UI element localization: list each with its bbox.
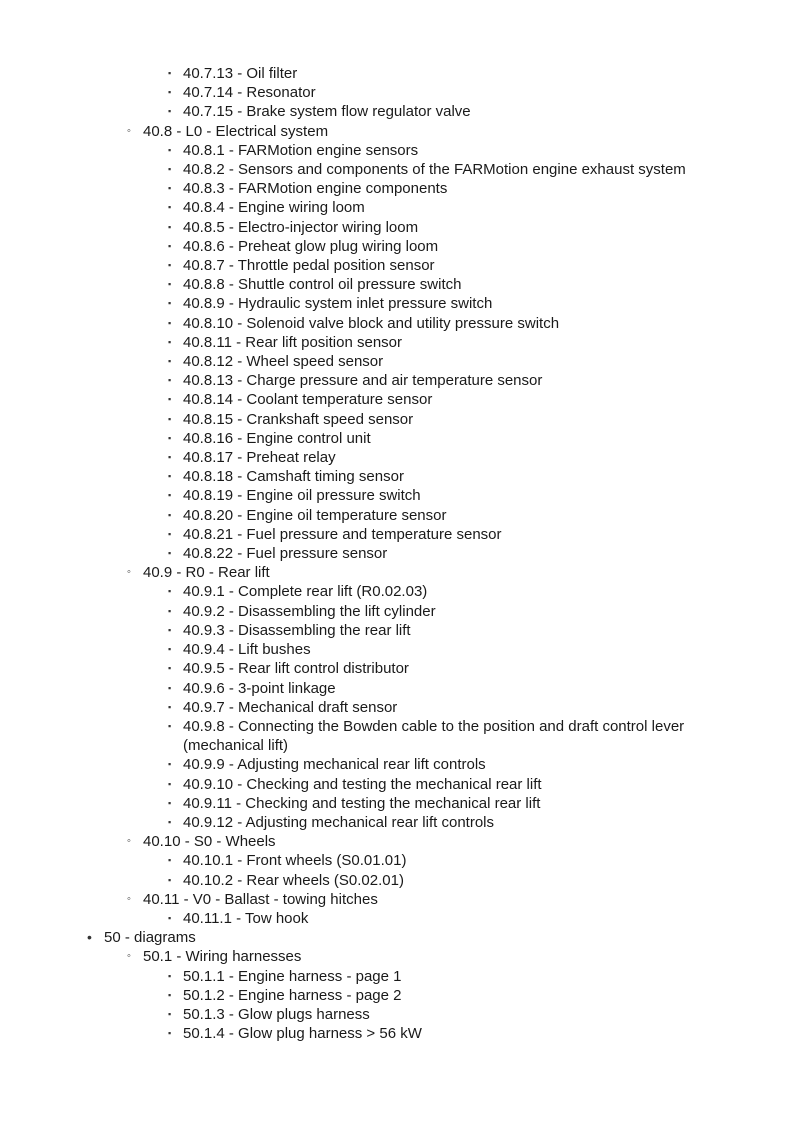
toc-entry[interactable] <box>0 506 723 525</box>
toc-entry[interactable] <box>0 525 723 544</box>
toc-entry[interactable] <box>0 967 723 986</box>
toc-section[interactable] <box>0 563 794 582</box>
bullet-icon: ▪ <box>168 240 172 251</box>
toc-entry-label: 40.9.3 - Disassembling the rear lift <box>183 621 411 639</box>
bullet-icon: ▪ <box>168 452 172 463</box>
toc-entry-label: 40.8.5 - Electro-injector wiring loom <box>183 218 419 236</box>
toc-entry[interactable] <box>0 775 723 794</box>
toc-entry-label: 40.9.12 - Adjusting mechanical rear lift controls <box>183 813 494 831</box>
bullet-icon: ▪ <box>168 432 172 443</box>
toc-entry-label: 50.1 - Wiring harnesses <box>143 948 302 966</box>
toc-entry[interactable] <box>0 1005 723 1024</box>
toc-entry-label: 40.11 - V0 - Ballast - towing hitches <box>143 890 378 908</box>
toc-entry[interactable] <box>0 871 723 890</box>
toc-entry-label: 40.8.14 - Coolant temperature sensor <box>183 391 433 409</box>
toc-entry[interactable] <box>0 909 723 928</box>
toc-entry-label: 40.8.12 - Wheel speed sensor <box>183 353 384 371</box>
bullet-icon: ▪ <box>168 663 172 674</box>
toc-entry-label: 40.8.2 - Sensors and components of the FARMotion engine exhaust system <box>183 161 686 179</box>
bullet-icon: ▪ <box>168 624 172 635</box>
bullet-icon: ▪ <box>168 260 172 271</box>
toc-entry[interactable] <box>0 83 723 102</box>
toc-entry-label: 40.10.2 - Rear wheels (S0.02.01) <box>183 871 404 889</box>
bullet-icon: ▪ <box>168 682 172 693</box>
bullet-icon: ▪ <box>168 548 172 559</box>
bullet-icon: ▪ <box>168 279 172 290</box>
toc-entry-label: 40.8.15 - Crankshaft speed sensor <box>183 410 414 428</box>
bullet-icon: ◦ <box>127 566 131 579</box>
toc-entry-label: 50 - diagrams <box>104 929 196 947</box>
toc-entry[interactable] <box>0 640 723 659</box>
toc-entry-label: 40.7.13 - Oil filter <box>183 65 298 82</box>
toc-entry-label: 40.9.4 - Lift bushes <box>183 641 311 659</box>
bullet-icon: ▪ <box>168 778 172 789</box>
bullet-icon: ▪ <box>168 720 172 731</box>
toc-entry[interactable] <box>0 486 723 505</box>
toc-entry[interactable] <box>0 179 723 198</box>
toc-entry-label: 40.9.5 - Rear lift control distributor <box>183 660 409 678</box>
toc-entry[interactable] <box>0 467 723 486</box>
bullet-icon: ▪ <box>168 202 172 213</box>
bullet-icon: ▪ <box>168 375 172 386</box>
bullet-icon: ▪ <box>168 394 172 405</box>
toc-entry[interactable] <box>0 717 723 755</box>
toc-entry[interactable] <box>0 275 723 294</box>
toc-entry-label: 40.8.8 - Shuttle control oil pressure switch <box>183 276 462 294</box>
toc-entry-label: 40.9.8 - Connecting the Bowden cable to the position and draft control lever (mechanical lift) <box>183 717 685 755</box>
toc-entry[interactable] <box>0 679 723 698</box>
toc-entry[interactable] <box>0 851 723 870</box>
toc-entry[interactable] <box>0 64 723 83</box>
toc-entry[interactable] <box>0 352 723 371</box>
toc-entry[interactable] <box>0 294 723 313</box>
toc-entry[interactable] <box>0 659 723 678</box>
toc-entry-label: 40.8.1 - FARMotion engine sensors <box>183 141 419 159</box>
toc-entry[interactable] <box>0 102 723 121</box>
bullet-icon: ▪ <box>168 490 172 501</box>
bullet-icon: ▪ <box>168 317 172 328</box>
toc-entry-label: 40.9.7 - Mechanical draft sensor <box>183 698 398 716</box>
bullet-icon: ▪ <box>168 183 172 194</box>
bullet-icon: ▪ <box>168 970 172 981</box>
bullet-icon: ▪ <box>168 356 172 367</box>
bullet-icon: ▪ <box>168 87 172 98</box>
toc-entry-label: 40.8.16 - Engine control unit <box>183 429 371 447</box>
table-of-contents <box>0 64 794 1043</box>
toc-entry-label: 40.8.19 - Engine oil pressure switch <box>183 487 421 505</box>
toc-entry[interactable] <box>0 410 723 429</box>
toc-entry-label: 40.9.10 - Checking and testing the mechanical rear lift <box>183 775 542 793</box>
bullet-icon: ▪ <box>168 413 172 424</box>
bullet-icon: ◦ <box>127 124 131 137</box>
toc-chapter[interactable] <box>0 928 794 947</box>
bullet-icon: ▪ <box>168 644 172 655</box>
toc-entry-label: 40.8.9 - Hydraulic system inlet pressure switch <box>183 295 493 313</box>
toc-section[interactable] <box>0 890 794 909</box>
toc-entry-label: 40.8.20 - Engine oil temperature sensor <box>183 506 447 524</box>
toc-entry[interactable] <box>0 256 723 275</box>
toc-entry[interactable] <box>0 390 723 409</box>
toc-entry[interactable] <box>0 237 723 256</box>
toc-entry-label: 40.8.6 - Preheat glow plug wiring loom <box>183 237 439 255</box>
toc-entry[interactable] <box>0 602 723 621</box>
toc-entry-label: 40.9.2 - Disassembling the lift cylinder <box>183 602 436 620</box>
bullet-icon: ◦ <box>127 950 131 963</box>
toc-section[interactable] <box>0 122 794 141</box>
toc-entry-label: 40.9.9 - Adjusting mechanical rear lift controls <box>183 756 486 774</box>
toc-entry-label: 40.11.1 - Tow hook <box>183 909 309 927</box>
toc-entry-label: 40.9 - R0 - Rear lift <box>143 564 270 582</box>
toc-entry[interactable] <box>0 448 723 467</box>
toc-entry[interactable] <box>0 371 723 390</box>
toc-entry[interactable] <box>0 621 723 640</box>
bullet-icon: ▪ <box>168 144 172 155</box>
toc-entry[interactable] <box>0 813 723 832</box>
toc-entry-label: 40.8.4 - Engine wiring loom <box>183 199 365 217</box>
toc-entry-label: 40.8.21 - Fuel pressure and temperature sensor <box>183 525 502 543</box>
toc-entry-label: 40.9.1 - Complete rear lift (R0.02.03) <box>183 583 428 601</box>
toc-entry-label: 40.8.13 - Charge pressure and air temperature sensor <box>183 372 543 390</box>
toc-entry-label: 50.1.2 - Engine harness - page 2 <box>183 986 402 1004</box>
toc-entry-label: 40.8.3 - FARMotion engine components <box>183 180 448 198</box>
toc-entry[interactable] <box>0 141 723 160</box>
bullet-icon: ▪ <box>168 221 172 232</box>
toc-entry[interactable] <box>0 582 723 601</box>
bullet-icon: ▪ <box>168 1028 172 1039</box>
toc-entry-label: 40.8.18 - Camshaft timing sensor <box>183 468 404 486</box>
toc-entry-label: 40.9.6 - 3-point linkage <box>183 679 336 697</box>
toc-entry-label: 40.8.22 - Fuel pressure sensor <box>183 545 388 563</box>
bullet-icon: ▪ <box>168 855 172 866</box>
toc-entry-label: 50.1.1 - Engine harness - page 1 <box>183 967 402 985</box>
bullet-icon: ▪ <box>168 912 172 923</box>
toc-entry-label: 40.8.11 - Rear lift position sensor <box>183 333 403 351</box>
toc-entry[interactable] <box>0 986 723 1005</box>
toc-entry[interactable] <box>0 698 723 717</box>
bullet-icon: ▪ <box>168 759 172 770</box>
toc-entry[interactable] <box>0 160 723 179</box>
bullet-icon: ▪ <box>168 336 172 347</box>
bullet-icon: ▪ <box>168 797 172 808</box>
bullet-icon: ▪ <box>168 874 172 885</box>
bullet-icon: • <box>87 929 92 946</box>
toc-entry-label: 40.8.10 - Solenoid valve block and utility pressure switch <box>183 314 560 332</box>
bullet-icon: ▪ <box>168 68 172 78</box>
bullet-icon: ▪ <box>168 509 172 520</box>
bullet-icon: ▪ <box>168 471 172 482</box>
bullet-icon: ◦ <box>127 835 131 848</box>
toc-entry[interactable] <box>0 333 723 352</box>
toc-entry[interactable] <box>0 314 723 333</box>
bullet-icon: ▪ <box>168 1008 172 1019</box>
bullet-icon: ▪ <box>168 586 172 597</box>
toc-entry-label: 40.8 - L0 - Electrical system <box>143 122 329 140</box>
toc-entry[interactable] <box>0 794 723 813</box>
bullet-icon: ◦ <box>127 892 131 905</box>
bullet-icon: ▪ <box>168 989 172 1000</box>
toc-entry-label: 50.1.3 - Glow plugs harness <box>183 1005 370 1023</box>
bullet-icon: ▪ <box>168 164 172 175</box>
bullet-icon: ▪ <box>168 106 172 117</box>
toc-section[interactable] <box>0 947 794 966</box>
toc-entry[interactable] <box>0 429 723 448</box>
toc-entry-label: 40.9.11 - Checking and testing the mechanical rear lift <box>183 794 541 812</box>
toc-entry[interactable] <box>0 544 723 563</box>
toc-entry-label: 40.7.15 - Brake system flow regulator valve <box>183 103 471 121</box>
bullet-icon: ▪ <box>168 605 172 616</box>
toc-entry-label: 40.8.17 - Preheat relay <box>183 449 336 467</box>
toc-entry-label: 40.10.1 - Front wheels (S0.01.01) <box>183 852 407 870</box>
bullet-icon: ▪ <box>168 701 172 712</box>
toc-entry[interactable] <box>0 755 723 774</box>
toc-entry-label: 40.7.14 - Resonator <box>183 84 316 102</box>
toc-entry-label: 50.1.4 - Glow plug harness > 56 kW <box>183 1025 422 1043</box>
toc-entry-label: 40.8.7 - Throttle pedal position sensor <box>183 257 435 275</box>
toc-entry[interactable] <box>0 218 723 237</box>
toc-entry[interactable] <box>0 1024 723 1043</box>
bullet-icon: ▪ <box>168 298 172 309</box>
toc-entry-label: 40.10 - S0 - Wheels <box>143 833 276 851</box>
bullet-icon: ▪ <box>168 528 172 539</box>
toc-section[interactable] <box>0 832 794 851</box>
bullet-icon: ▪ <box>168 816 172 827</box>
toc-entry[interactable] <box>0 198 723 217</box>
